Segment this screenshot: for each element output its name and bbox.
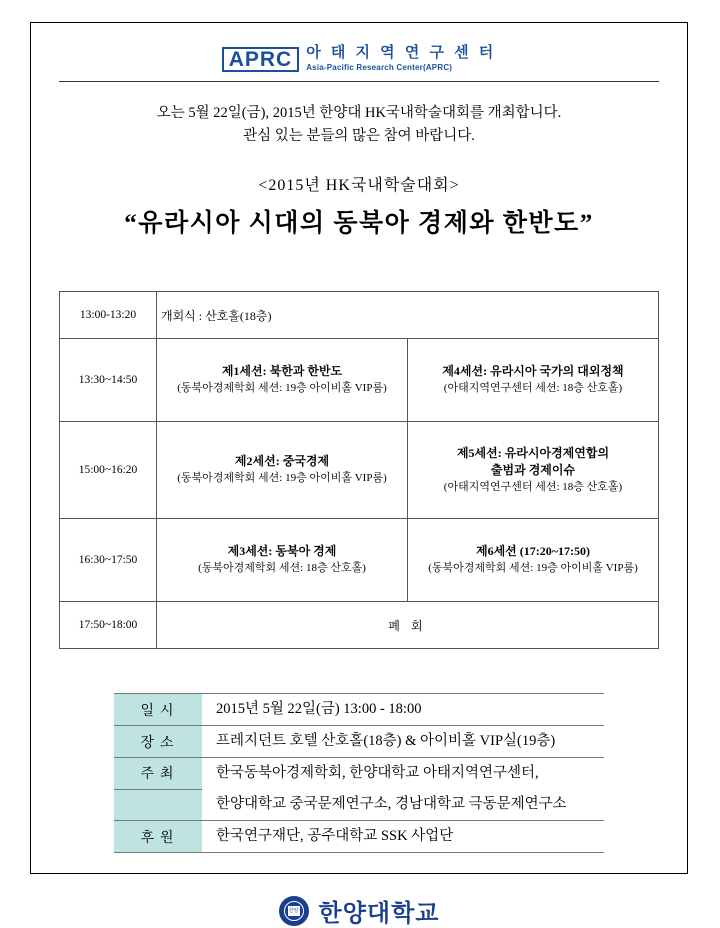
- info-label-sponsor: 후원: [114, 821, 202, 853]
- intro-line-2: 관심 있는 분들의 많은 참여 바랍니다.: [243, 128, 475, 144]
- schedule-opening: 개회식 : 산호홀(18층): [157, 292, 659, 339]
- session-title: 제2세션: 중국경제: [234, 454, 330, 468]
- info-section: [59, 693, 659, 853]
- aprc-logo-text: [306, 45, 496, 73]
- session-cell-left: [157, 422, 408, 519]
- schedule-table: [59, 291, 659, 649]
- schedule-time: 17:50~18:00: [60, 602, 157, 649]
- schedule-time: 15:00~16:20: [60, 422, 157, 519]
- aprc-badge-icon: APRC: [222, 47, 300, 72]
- event-title: “유라시아 시대의 동북아 경제와 한반도”: [124, 210, 594, 237]
- schedule-time: 13:00-13:20: [60, 292, 157, 339]
- session-location: (동북아경제학회 세션: 19층 아이비홀 VIP룸): [177, 382, 387, 394]
- info-row: [114, 726, 604, 758]
- intro-line-1: 오는 5월 22일(금), 2015년 한양대 HK국내학술대회를 개최합니다.: [156, 105, 562, 121]
- event-subtitle: <2015년 HK국내학술대회>: [258, 177, 460, 194]
- session-title: 제3세션: 동북아 경제: [227, 544, 337, 558]
- info-value-venue: 프레지던트 호텔 산호홀(18층) & 아이비홀 VIP실(19층): [202, 726, 604, 758]
- session-location: (아태지역연구센터 세션: 18층 산호홀): [443, 382, 623, 394]
- university-seal-text: 한양: [288, 907, 299, 914]
- session-title: 제1세션: 북한과 한반도: [221, 364, 343, 378]
- aprc-logo-english: Asia-Pacific Research Center(APRC): [306, 63, 453, 72]
- session-cell-right: [408, 422, 659, 519]
- table-row: [60, 422, 659, 519]
- table-row: [60, 339, 659, 422]
- session-location: (동북아경제학회 세션: 19층 아이비홀 VIP룸): [428, 562, 638, 574]
- session-location: (동북아경제학회 세션: 18층 산호홀): [198, 562, 366, 574]
- schedule-time: 16:30~17:50: [60, 519, 157, 602]
- session-title: 제4세션: 유라시아 국가의 대외정책: [442, 364, 624, 378]
- info-row: [114, 758, 604, 790]
- session-cell-left: [157, 519, 408, 602]
- session-cell-right: [408, 339, 659, 422]
- session-title-line2: 출범과 경제이슈: [490, 462, 576, 477]
- session-location: (아태지역연구센터 세션: 18층 산호홀): [443, 480, 623, 493]
- schedule-time: 13:30~14:50: [60, 339, 157, 422]
- info-label-host: 주최: [114, 758, 202, 790]
- session-title: 제5세션: 유라시아경제연합의: [456, 445, 610, 460]
- info-row: [114, 821, 604, 853]
- aprc-logo: [59, 45, 659, 73]
- document-page: [30, 22, 688, 927]
- schedule-closing: 폐 회: [157, 602, 659, 649]
- session-cell-right: [408, 519, 659, 602]
- aprc-logo-korean: 아 태 지 역 연 구 센 터: [306, 44, 497, 61]
- table-row: [60, 292, 659, 339]
- table-row: [60, 602, 659, 649]
- info-value-sponsor: 한국연구재단, 공주대학교 SSK 사업단: [202, 821, 604, 853]
- info-row: [114, 694, 604, 726]
- document-body: [31, 23, 687, 928]
- info-table: [114, 693, 604, 853]
- intro-text: [59, 102, 659, 148]
- info-row: [114, 789, 604, 821]
- info-label-date: 일시: [114, 694, 202, 726]
- info-value-date: 2015년 5월 22일(금) 13:00 - 18:00: [202, 694, 604, 726]
- info-value-host-1: 한국동북아경제학회, 한양대학교 아태지역연구센터,: [216, 765, 539, 781]
- university-name: 한양대학교: [318, 901, 440, 927]
- university-footer: [59, 893, 659, 928]
- university-seal-icon: [279, 896, 309, 926]
- info-label-host-cont: [114, 789, 202, 821]
- table-row: [60, 519, 659, 602]
- info-label-venue: 장소: [114, 726, 202, 758]
- info-value-host-2: 한양대학교 중국문제연구소, 경남대학교 극동문제연구소: [202, 789, 604, 821]
- session-cell-left: [157, 339, 408, 422]
- header-divider: [59, 81, 659, 82]
- session-location: (동북아경제학회 세션: 19층 아이비홀 VIP룸): [177, 472, 387, 484]
- session-title: 제6세션 (17:20~17:50): [475, 544, 590, 558]
